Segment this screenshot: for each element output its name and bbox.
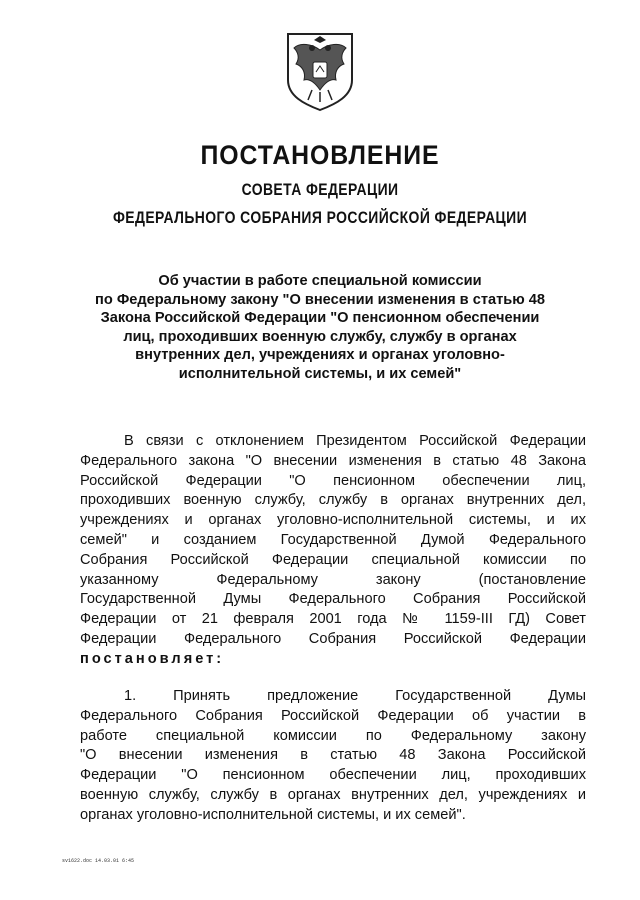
clause-1-paragraph: [80, 687, 586, 826]
paragraph-line: В связи с отклонением Президентом Российской Федерации: [124, 433, 586, 449]
paragraph-line: Собрания Российской Федерации специальной комиссии по: [80, 551, 586, 568]
paragraph-line: Федерации Федерального Собрания Российской Федерации: [80, 630, 586, 647]
paragraph-line: проходивших военную службу, службу в органах внутренних дел,: [80, 492, 586, 509]
paragraph-line: Федерального Собрания Российской Федерации об участии в: [80, 707, 586, 724]
preamble-paragraph: [80, 432, 586, 670]
paragraph-line: Государственной Думы Федерального Собрания Российской: [80, 591, 586, 608]
paragraph-line: Федерации от 21 февраля 2001 года № 1159-III ГД) Совет: [80, 611, 586, 628]
heading-line: Закона Российской Федерации "О пенсионном обеспечении: [100, 310, 540, 327]
document-title: ПОСТАНОВЛЕНИЕ: [200, 140, 440, 170]
paragraph-line: военную службу, службу в органах внутренних дел, учреждениях и: [80, 786, 586, 803]
paragraph-line: семей" и созданием Государственной Думой Федерального: [80, 531, 586, 548]
document-subtitle-assembly: ФЕДЕРАЛЬНОГО СОБРАНИЯ РОССИЙСКОЙ ФЕДЕРАЦИИ: [112, 208, 528, 227]
resolves-word: постановляет:: [80, 650, 225, 667]
document-subtitle-council: СОВЕТА ФЕДЕРАЦИИ: [241, 180, 399, 199]
russian-coat-of-arms-icon: [282, 28, 358, 112]
paragraph-line: Федерации "О пенсионном обеспечении лиц, проходивших: [80, 767, 586, 784]
paragraph-line: 1. Принять предложение Государственной Думы: [124, 688, 586, 704]
document-heading: [80, 272, 560, 384]
heading-line: по Федеральному закону "О внесении изменения в статью 48: [95, 291, 545, 308]
paragraph-line: Федерального закона "О внесении изменения в статью 48 Закона: [80, 452, 586, 469]
paragraph-line: органах уголовно-исполнительной системы, и их семей".: [80, 806, 466, 823]
file-reference-footer: sv1622.doc 14.03.01 6:45: [62, 858, 135, 864]
heading-line: исполнительной системы, и их семей": [178, 365, 462, 382]
paragraph-line: работе специальной комиссии по Федеральному закону: [80, 727, 586, 744]
heading-line: Об участии в работе специальной комиссии: [158, 273, 482, 289]
heading-line: лиц, проходивших военную службу, службу в органах: [123, 328, 517, 345]
paragraph-line: указанному Федеральному закону (постановление: [80, 571, 586, 588]
paragraph-line: учреждениях и органах уголовно-исполнительной системы, и их: [80, 512, 586, 529]
paragraph-line: "О внесении изменения в статью 48 Закона Российской: [80, 747, 586, 764]
paragraph-line: Российской Федерации "О пенсионном обеспечении лиц,: [80, 472, 586, 489]
heading-line: внутренних дел, учреждениях и органах уголовно-: [135, 347, 505, 364]
